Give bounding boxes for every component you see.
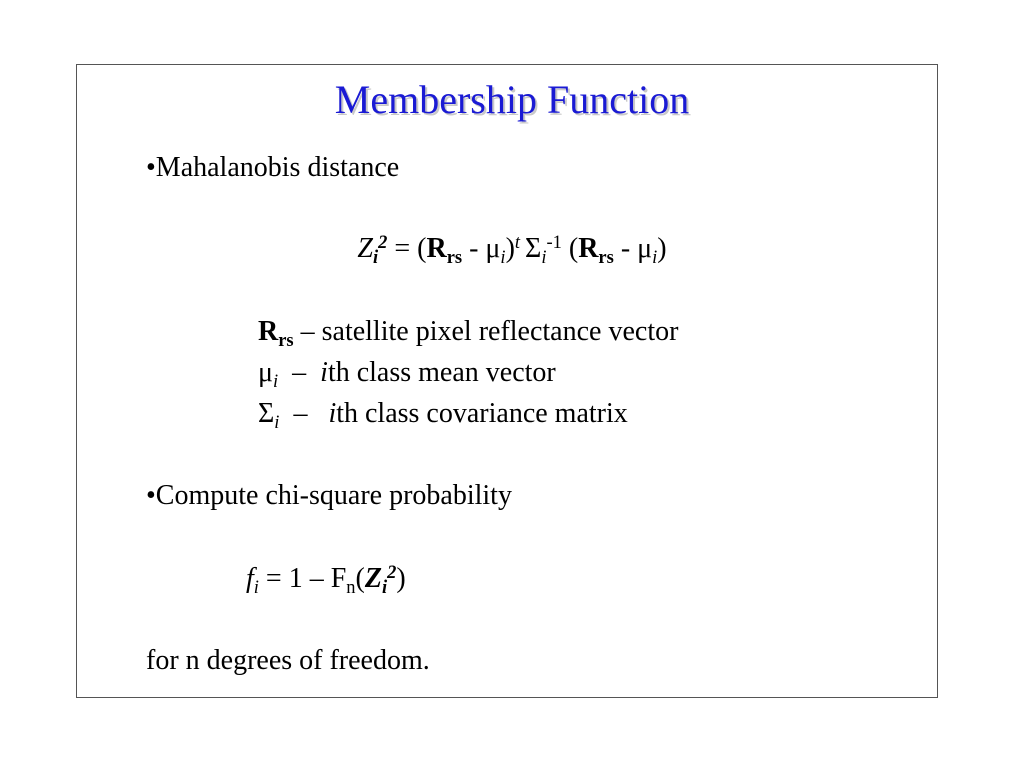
eq1-sigma-sup-inv: -1 [546, 231, 562, 252]
eq1-r-sub-rs: rs [446, 247, 463, 268]
eq1-mu-sub-i: i [500, 247, 506, 268]
def-sigma-ith: i [328, 398, 337, 429]
bullet-mahalanobis-distance: •Mahalanobis distance [146, 152, 400, 183]
eq1-z-sup-2: 2 [378, 231, 388, 252]
eq1-close: ) [505, 233, 515, 264]
def-rrs-r: R [258, 316, 279, 347]
eq1-mu2-sub-i: i [652, 247, 658, 268]
footer-degrees-of-freedom: for n degrees of freedom. [146, 645, 430, 676]
eq1-r2: R [578, 233, 599, 264]
definition-sigma [258, 396, 628, 432]
eq2-rest: = 1 – F [258, 563, 347, 594]
eq1-mu: μ [485, 233, 501, 264]
eq1-sigma: Σ [525, 233, 542, 264]
def-mu-text: th class mean vector [327, 357, 556, 388]
eq2-z-sup-2: 2 [387, 561, 397, 582]
eq2-open: ( [355, 563, 365, 594]
eq1-z: Z [357, 233, 373, 264]
chi-square-equation [246, 561, 406, 597]
bullet-chi-square: •Compute chi-square probability [146, 480, 512, 511]
eq2-f-sub-i: i [253, 577, 259, 598]
definition-rrs [258, 314, 678, 350]
eq1-transpose-t: t [514, 231, 521, 252]
eq2-f-sub-n: n [346, 577, 356, 598]
mahalanobis-equation [0, 231, 1024, 267]
eq1-minus: - [462, 233, 486, 264]
def-mu-sub-i: i [273, 371, 279, 392]
eq1-sigma-sub-i: i [541, 247, 547, 268]
definition-mu [258, 355, 556, 391]
def-sigma-dash: – [279, 398, 329, 429]
eq2-f: f [246, 563, 254, 594]
def-rrs-text: – satellite pixel reflectance vector [293, 316, 679, 347]
eq1-equals-open: = ( [387, 233, 427, 264]
slide-title: Membership Function [334, 77, 690, 122]
def-sigma-sub-i: i [274, 412, 280, 433]
eq1-r2-sub-rs: rs [598, 247, 614, 268]
eq2-close: ) [396, 563, 406, 594]
def-mu-dash: – [278, 357, 321, 388]
def-sigma-symbol: Σ [258, 398, 275, 429]
def-mu-ith: i [320, 357, 328, 388]
def-mu-symbol: μ [258, 357, 274, 388]
eq1-mu2: μ [637, 233, 653, 264]
eq1-minus2: - [613, 233, 638, 264]
eq1-z-sub-i: i [372, 247, 379, 268]
eq1-close2: ) [657, 233, 667, 264]
eq2-z: Z [364, 563, 382, 594]
eq1-open: ( [561, 233, 579, 264]
eq1-r: R [426, 233, 447, 264]
eq2-z-sub-i: i [381, 577, 388, 598]
def-rrs-sub-rs: rs [278, 330, 294, 351]
def-sigma-text: th class covariance matrix [336, 398, 628, 429]
